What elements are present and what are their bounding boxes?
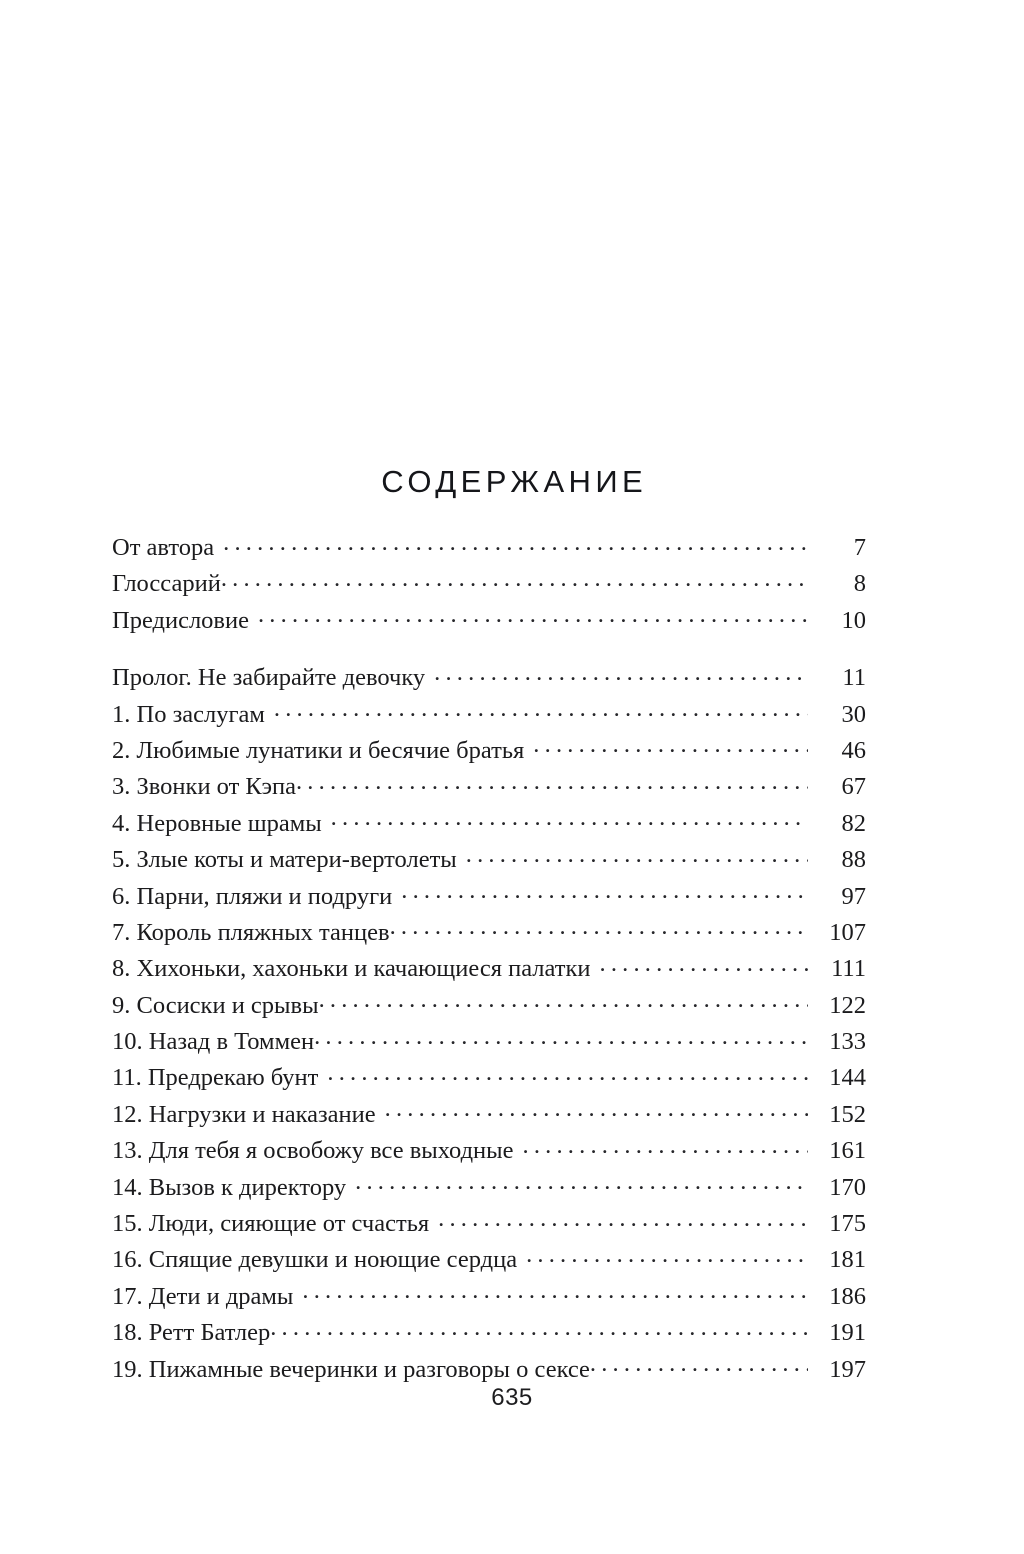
toc-group-chapters	[112, 660, 866, 1388]
toc-entry-page-number: 152	[829, 1100, 866, 1128]
toc-entry-page-number: 10	[841, 606, 866, 634]
toc-entry[interactable]	[112, 769, 866, 805]
toc-dot-leader	[533, 733, 808, 758]
toc-dot-leader	[331, 806, 808, 831]
toc-entry-page-number: 8	[853, 570, 866, 598]
toc-entry-page-number: 67	[841, 773, 866, 801]
toc-entry-label: 16. Спящие девушки и ноющие сердца	[112, 1246, 518, 1274]
toc-entry[interactable]	[112, 1352, 866, 1388]
toc-entry-label: 19. Пижамные вечеринки и разговоры о сексе	[112, 1355, 590, 1383]
toc-entry-label: 18. Ретт Батлер	[112, 1319, 271, 1347]
toc-entry-page-number: 30	[841, 700, 866, 728]
toc-entry[interactable]	[112, 1206, 866, 1242]
toc-entry-label: 3. Звонки от Кэпа	[112, 773, 296, 801]
toc-dot-leader	[355, 1170, 808, 1195]
toc-entry[interactable]	[112, 1242, 866, 1278]
toc-entry-page-number: 133	[829, 1028, 866, 1056]
toc-dot-leader	[223, 531, 808, 556]
toc-dot-leader	[401, 879, 808, 904]
toc-dot-leader	[526, 1243, 808, 1268]
toc-dot-leader	[523, 1134, 809, 1159]
toc-entry[interactable]	[112, 988, 866, 1024]
toc-entry-label: От автора	[112, 534, 215, 561]
toc-entry[interactable]	[112, 660, 866, 696]
toc-entry-page-number: 82	[841, 809, 866, 837]
toc-entry-page-number: 197	[829, 1355, 866, 1383]
toc-entry-label: Пролог. Не забирайте девочку	[112, 664, 426, 692]
toc-entry[interactable]	[112, 530, 866, 566]
toc-dot-leader	[434, 661, 808, 686]
toc-entry-page-number: 107	[829, 918, 866, 946]
toc-dot-leader	[296, 770, 808, 795]
toc-entry-label: 13. Для тебя я освобожу все выходные	[112, 1137, 514, 1165]
toc-dot-leader	[314, 1025, 808, 1050]
toc-entry[interactable]	[112, 1170, 866, 1206]
toc-dot-leader	[302, 1279, 808, 1304]
toc-dot-leader	[466, 843, 808, 868]
toc-entry-label: 11. Предрекаю бунт	[112, 1064, 319, 1092]
toc-entry-page-number: 181	[829, 1246, 866, 1274]
toc-entry-label: 7. Король пляжных танцев	[112, 918, 390, 946]
toc-entry-label: Глоссарий	[112, 570, 221, 598]
toc-entry[interactable]	[112, 1060, 866, 1096]
toc-entry-page-number: 175	[829, 1210, 866, 1238]
toc-entry-label: 12. Нагрузки и наказание	[112, 1100, 376, 1128]
toc-dot-leader	[385, 1097, 808, 1122]
toc-entry[interactable]	[112, 951, 866, 987]
toc-dot-leader	[438, 1207, 808, 1232]
page-title: СОДЕРЖАНИЕ	[381, 463, 648, 499]
toc-entry[interactable]	[112, 915, 866, 951]
toc-entry-label: 2. Любимые лунатики и бесячие братья	[112, 736, 525, 764]
toc-entry-label: 8. Хихоньки, хахоньки и качающиеся палатки	[112, 955, 591, 983]
toc-entry-label: 10. Назад в Томмен	[112, 1028, 315, 1056]
toc-entry-page-number: 122	[829, 991, 866, 1019]
toc-dot-leader	[600, 952, 809, 977]
toc-dot-leader	[319, 988, 808, 1013]
toc-dot-leader	[390, 915, 808, 940]
toc-entry[interactable]	[112, 1097, 866, 1133]
toc-entry-page-number: 170	[829, 1173, 866, 1201]
toc-entry-page-number: 186	[829, 1282, 866, 1310]
toc-dot-leader	[327, 1061, 808, 1086]
toc-entry-label: 9. Сосиски и срывы	[112, 991, 319, 1019]
toc-entry[interactable]	[112, 733, 866, 769]
toc-entry-page-number: 191	[829, 1319, 866, 1347]
toc-dot-leader	[274, 697, 808, 722]
toc-entry[interactable]	[112, 842, 866, 878]
toc-entry-label: 4. Неровные шрамы	[112, 809, 322, 837]
toc-entry-page-number: 97	[841, 882, 866, 910]
toc-entry[interactable]	[112, 697, 866, 733]
toc-entry-page-number: 88	[841, 846, 866, 874]
toc-entry-page-number: 111	[831, 955, 866, 983]
toc-entry-page-number: 144	[829, 1064, 866, 1092]
toc-group-front-matter	[112, 530, 866, 639]
toc-entry-page-number: 7	[853, 534, 866, 561]
toc-entry-page-number: 161	[829, 1137, 866, 1165]
toc-dot-leader	[258, 603, 808, 628]
toc-entry[interactable]	[112, 1024, 866, 1060]
toc-dot-leader	[270, 1316, 808, 1341]
toc-entry[interactable]	[112, 566, 866, 602]
toc-entry[interactable]	[112, 1279, 866, 1315]
toc-dot-leader	[590, 1352, 808, 1377]
toc-entry-label: 17. Дети и драмы	[112, 1282, 294, 1310]
page-folio: 635	[491, 1384, 533, 1411]
toc-entry-label: 6. Парни, пляжи и подруги	[112, 882, 393, 910]
toc-entry-page-number: 46	[841, 736, 866, 764]
toc-entry[interactable]	[112, 603, 866, 639]
toc-entry-page-number: 11	[842, 664, 866, 692]
toc-dot-leader	[221, 567, 808, 592]
table-of-contents	[112, 530, 866, 1388]
toc-entry-label: 5. Злые коты и матери-вертолеты	[112, 846, 457, 874]
toc-entry[interactable]	[112, 1133, 866, 1169]
toc-entry-label: 15. Люди, сияющие от счастья	[112, 1210, 430, 1238]
toc-entry-label: 1. По заслугам	[112, 700, 265, 728]
toc-entry-label: 14. Вызов к директору	[112, 1173, 347, 1201]
toc-entry[interactable]	[112, 806, 866, 842]
toc-entry[interactable]	[112, 879, 866, 915]
toc-entry[interactable]	[112, 1315, 866, 1351]
toc-entry-label: Предисловие	[112, 606, 249, 634]
